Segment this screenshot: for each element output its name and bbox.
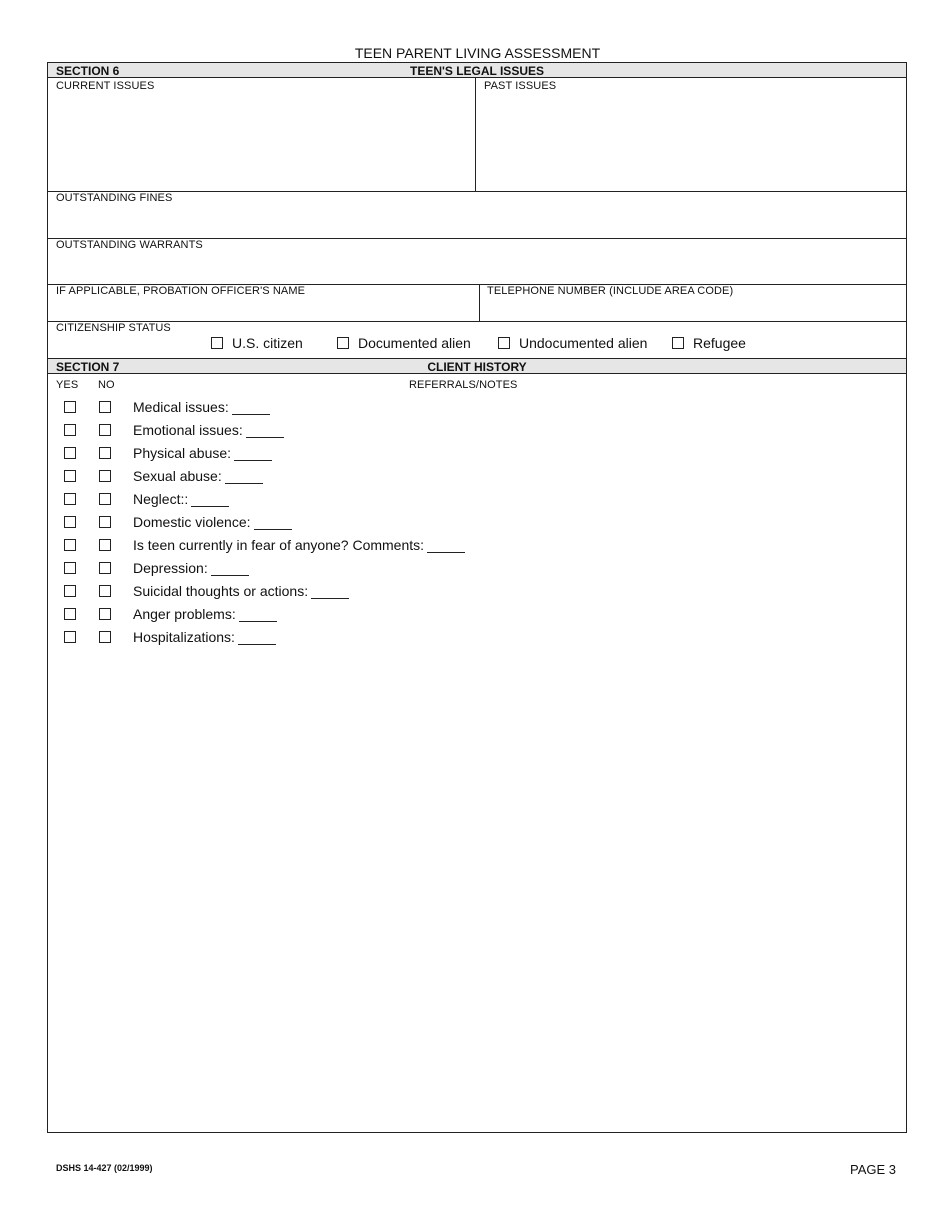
medical-issues-no-checkbox[interactable] [99,401,111,413]
neglect-no-checkbox[interactable] [99,493,111,505]
section-7-title: CLIENT HISTORY [427,360,527,374]
medical-issues-yes-checkbox[interactable] [64,401,76,413]
history-row-sexual-abuse [48,468,906,488]
undocumented-alien-label: Undocumented alien [519,335,648,351]
physical-abuse-blank[interactable] [234,446,272,461]
sexual-abuse-blank[interactable] [225,469,263,484]
citizenship-option-refugee[interactable] [672,335,746,351]
section-6-header [48,63,906,78]
emotional-issues-blank[interactable] [246,423,284,438]
hospitalizations-label: Hospitalizations: [133,629,235,645]
fear-of-anyone-blank[interactable] [427,538,465,553]
depression-no-checkbox[interactable] [99,562,111,574]
form-code: DSHS 14-427 (02/1999) [56,1163,153,1173]
suicidal-thoughts-yes-checkbox[interactable] [64,585,76,597]
hospitalizations-no-checkbox[interactable] [99,631,111,643]
emotional-issues-no-checkbox[interactable] [99,424,111,436]
page-number: PAGE 3 [850,1162,897,1177]
anger-problems-yes-checkbox[interactable] [64,608,76,620]
suicidal-thoughts-blank[interactable] [311,584,349,599]
medical-issues-label: Medical issues: [133,399,229,415]
us-citizen-checkbox[interactable] [211,337,223,349]
history-row-suicidal-thoughts [48,583,906,603]
history-row-fear-of-anyone [48,537,906,557]
section-6-number: SECTION 6 [56,64,120,78]
refugee-checkbox[interactable] [672,337,684,349]
section-6-title: TEEN'S LEGAL ISSUES [410,64,544,78]
past-issues-label: PAST ISSUES [484,80,557,92]
sexual-abuse-yes-checkbox[interactable] [64,470,76,482]
citizenship-option-documented-alien[interactable] [337,335,471,351]
anger-problems-no-checkbox[interactable] [99,608,111,620]
domestic-violence-no-checkbox[interactable] [99,516,111,528]
history-row-physical-abuse [48,445,906,465]
domestic-violence-label: Domestic violence: [133,514,251,530]
neglect-blank[interactable] [191,492,229,507]
issues-divider [475,78,476,191]
no-column-heading: NO [98,379,115,391]
neglect-yes-checkbox[interactable] [64,493,76,505]
form-title: TEEN PARENT LIVING ASSESSMENT [354,45,601,61]
rule-after-probation [48,321,906,322]
fear-of-anyone-no-checkbox[interactable] [99,539,111,551]
referrals-notes-heading: REFERRALS/NOTES [409,379,518,391]
domestic-violence-yes-checkbox[interactable] [64,516,76,528]
citizenship-option-undocumented-alien[interactable] [498,335,647,351]
anger-problems-blank[interactable] [239,607,277,622]
hospitalizations-yes-checkbox[interactable] [64,631,76,643]
physical-abuse-yes-checkbox[interactable] [64,447,76,459]
history-row-medical-issues [48,399,906,419]
history-row-hospitalizations [48,629,906,649]
telephone-label: TELEPHONE NUMBER (INCLUDE AREA CODE) [487,285,734,297]
physical-abuse-no-checkbox[interactable] [99,447,111,459]
probation-officer-label: IF APPLICABLE, PROBATION OFFICER'S NAME [56,285,306,297]
history-row-emotional-issues [48,422,906,442]
sexual-abuse-label: Sexual abuse: [133,468,222,484]
form-frame [47,62,907,1133]
history-row-depression [48,560,906,580]
depression-blank[interactable] [211,561,249,576]
emotional-issues-yes-checkbox[interactable] [64,424,76,436]
probation-phone-divider [479,284,480,321]
suicidal-thoughts-no-checkbox[interactable] [99,585,111,597]
refugee-label: Refugee [693,335,746,351]
rule-after-issues [48,191,906,192]
fear-of-anyone-yes-checkbox[interactable] [64,539,76,551]
physical-abuse-label: Physical abuse: [133,445,232,461]
outstanding-fines-label: OUTSTANDING FINES [56,192,173,204]
history-row-domestic-violence [48,514,906,534]
documented-alien-checkbox[interactable] [337,337,349,349]
anger-problems-label: Anger problems: [133,606,236,622]
history-row-neglect [48,491,906,511]
citizenship-status-label: CITIZENSHIP STATUS [56,322,171,334]
fear-of-anyone-label: Is teen currently in fear of anyone? Comments: [133,537,425,553]
section-7-header [48,358,906,374]
hospitalizations-blank[interactable] [238,630,276,645]
medical-issues-blank[interactable] [232,400,270,415]
section-7-number: SECTION 7 [56,360,120,374]
history-row-anger-problems [48,606,906,626]
neglect-label: Neglect:: [133,491,189,507]
emotional-issues-label: Emotional issues: [133,422,243,438]
domestic-violence-blank[interactable] [254,515,292,530]
documented-alien-label: Documented alien [358,335,471,351]
citizenship-option-us-citizen[interactable] [211,335,303,351]
outstanding-warrants-label: OUTSTANDING WARRANTS [56,239,203,251]
yes-column-heading: YES [56,379,79,391]
current-issues-label: CURRENT ISSUES [56,80,155,92]
us-citizen-label: U.S. citizen [232,335,303,351]
sexual-abuse-no-checkbox[interactable] [99,470,111,482]
depression-label: Depression: [133,560,208,576]
suicidal-thoughts-label: Suicidal thoughts or actions: [133,583,309,599]
undocumented-alien-checkbox[interactable] [498,337,510,349]
depression-yes-checkbox[interactable] [64,562,76,574]
